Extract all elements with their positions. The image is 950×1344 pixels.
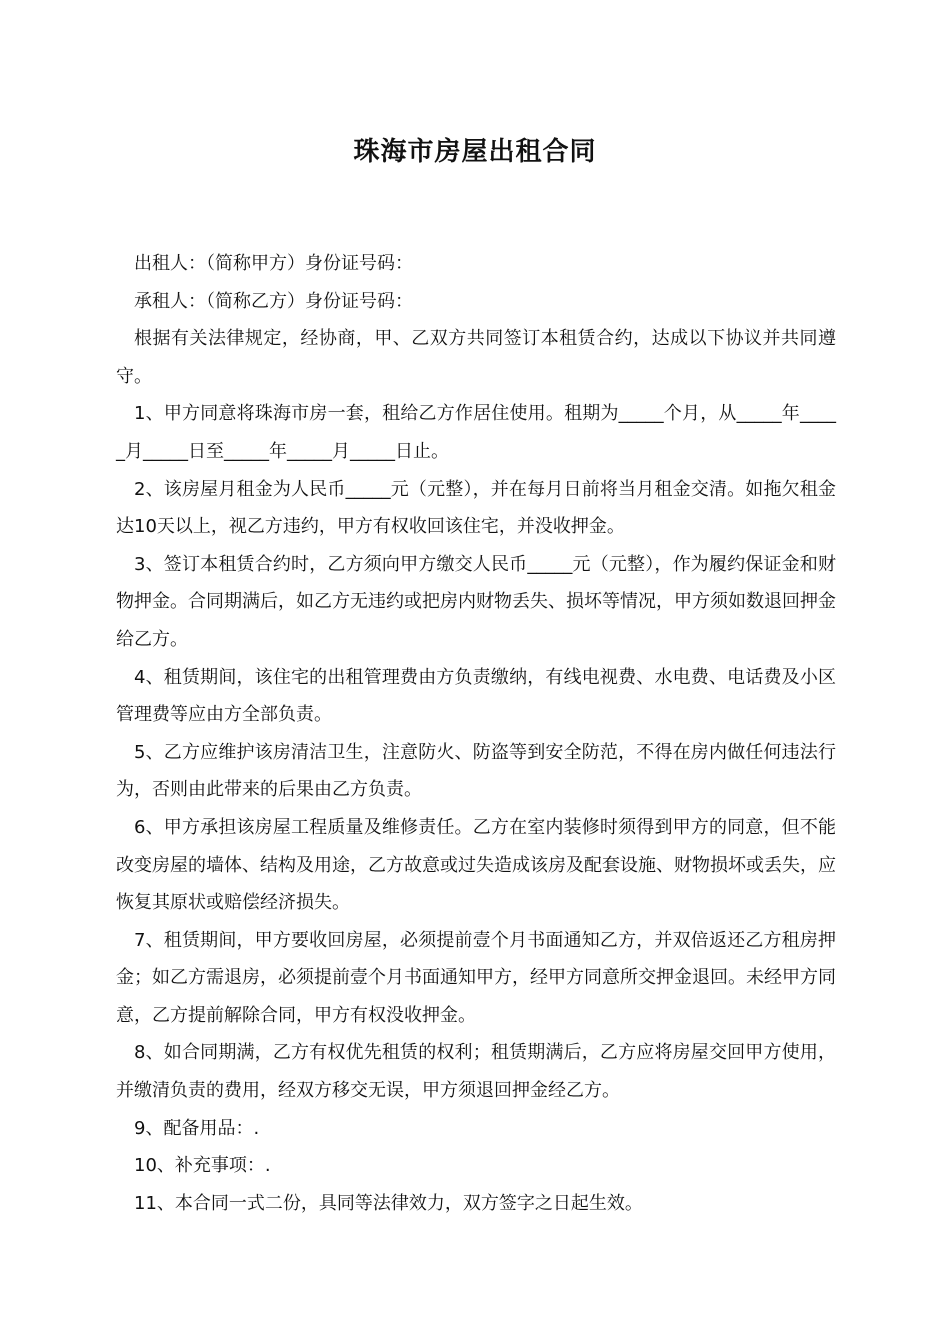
clause-6: 6、甲方承担该房屋工程质量及维修责任。乙方在室内装修时须得到甲方的同意，但不能改变房屋的墙体、结构及用途，乙方故意或过失造成该房及配套设施、财物损坏或丢失，应恢复其原状或赔偿经济损失。 (116, 816, 836, 914)
clause-5: 5、乙方应维护该房清洁卫生，注意防火、防盗等到安全防范，不得在房内做任何违法行为，否则由此带来的后果由乙方负责。 (116, 741, 836, 801)
paragraph-preamble: 根据有关法律规定，经协商，甲、乙双方共同签订本租赁合约，达成以下协议并共同遵守。 (116, 328, 836, 387)
clause-7: 7、租赁期间，甲方要收回房屋，必须提前壹个月书面通知乙方，并双倍返还乙方租房押金；如乙方需退房，必须提前壹个月书面通知甲方，经甲方同意所交押金退回。未经甲方同意，乙方提前解除合同，甲方有权没收押金。 (116, 929, 836, 1026)
clause-1: 1、甲方同意将珠海市房一套，租给乙方作居住使用。租期为_____个月，从_____年_____月_____日至_____年_____月_____日止。 (116, 403, 836, 462)
document-body (116, 245, 836, 1222)
paragraph-lessee: 承租人：（简称乙方）身份证号码： (134, 290, 413, 312)
clause-11: 11、本合同一式二份，具同等法律效力，双方签字之日起生效。 (134, 1192, 643, 1214)
clause-10: 10、补充事项：. (134, 1155, 271, 1177)
clause-3: 3、签订本租赁合约时，乙方须向甲方缴交人民币_____元（元整），作为履约保证金和财物押金。合同期满后，如乙方无违约或把房内财物丢失、损坏等情况，甲方须如数退回押金给乙方。 (116, 553, 836, 650)
clause-8: 8、如合同期满，乙方有权优先租赁的权利；租赁期满后，乙方应将房屋交回甲方使用，并缴清负责的费用，经双方移交无误，甲方须退回押金经乙方。 (116, 1042, 836, 1102)
clause-2: 2、该房屋月租金为人民币_____元（元整），并在每月日前将当月租金交清。如拖欠租金达10天以上，视乙方违约，甲方有权收回该住宅，并没收押金。 (116, 478, 836, 538)
paragraph-lessor: 出租人：（简称甲方）身份证号码： (134, 253, 413, 274)
document-title: 珠海市房屋出租合同 (353, 137, 597, 167)
clause-9: 9、配备用品：. (134, 1117, 260, 1139)
clause-4: 4、租赁期间，该住宅的出租管理费由方负责缴纳，有线电视费、水电费、电话费及小区管理费等应由方全部负责。 (116, 666, 836, 726)
